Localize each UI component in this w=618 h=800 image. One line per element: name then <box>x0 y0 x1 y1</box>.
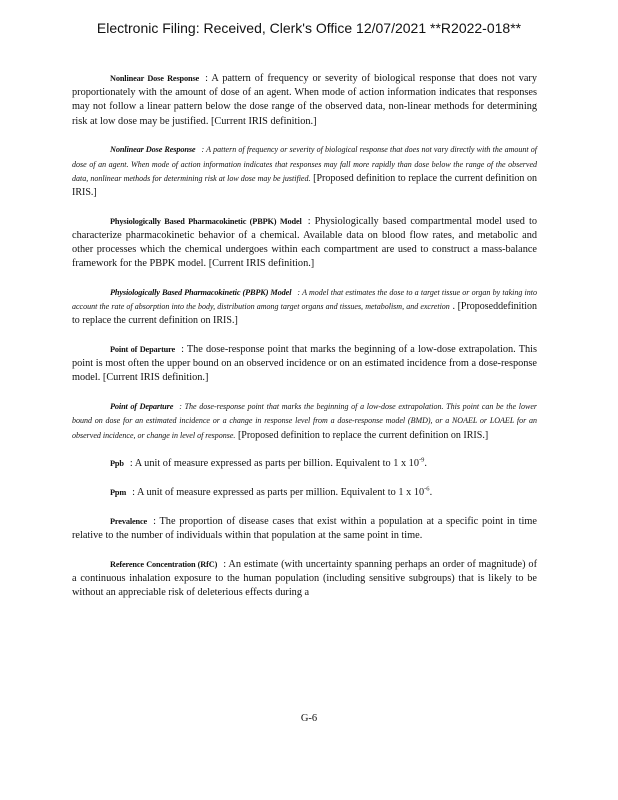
glossary-definition: : Physiologically based compartmental model used to characterize pharmacokinetic behavior of a chemical. Available data on blood flow rates, and metabolic and other processes which the chemical undergoes within each compartment are used to construct a mass-balance framework for the PBPK model. [Current IRIS definition.] <box>72 215 537 270</box>
glossary-term: Reference Concentration (RfC) <box>110 559 218 569</box>
glossary-definition: : An estimate (with uncertainty spanning perhaps an order of magnitude) of a continuous inhalation exposure to the human population (including sensitive subgroups) that is likely to be without an appreciable risk of deleterious effects during a <box>72 558 538 598</box>
glossary-term: Physiologically Based Pharmacokinetic (PBPK) Model <box>110 216 302 226</box>
page-number: G-6 <box>300 713 318 724</box>
glossary-definition-proposed: : A model that estimates the dose to a target tissue or organ by taking into account the rate of absorption into the body, distribution among target organs and tissues, metabolism, and excretion <box>72 287 538 312</box>
proposal-note: . [Proposeddefinition to replace the current definition on IRIS.] <box>72 301 537 327</box>
glossary-content <box>72 72 537 615</box>
glossary-term: Ppb <box>110 459 124 469</box>
glossary-term: Prevalence <box>110 516 148 526</box>
glossary-definition: : The proportion of disease cases that exist within a population at a specific point in time relative to the number of individuals within that population at the same point in time. <box>72 515 537 541</box>
filing-header: Electronic Filing: Received, Clerk's Office 12/07/2021 **R2022-018** <box>96 20 522 36</box>
glossary-term: Nonlinear Dose Response <box>110 74 200 83</box>
glossary-definition: : A pattern of frequency or severity of biological response that does not vary proportionately with the amount of dose of an agent. When mode of action information indicates that responses may not follow a linear pattern below the dose range of the observed data, non-linear methods for determining risk at low dose may be justified. [Current IRIS definition.] <box>72 73 537 127</box>
glossary-term: Point of Departure <box>110 345 176 355</box>
glossary-entry-pod-current <box>72 343 537 386</box>
glossary-term: Point of Departure <box>110 402 174 412</box>
glossary-entry-nonlinear-proposed <box>72 143 537 200</box>
glossary-definition-proposed: : The dose-response point that marks the beginning of a low-dose extrapolation. This point can be the lower bound on dose for an estimated incidence or a change in response level from a dose-response model (BMD), or a NOAEL or LOAEL for an observed incidence, or change in level of response. <box>72 402 537 440</box>
proposal-note: [Proposed definition to replace the current definition on IRIS.] <box>237 429 489 441</box>
glossary-term: Ppm <box>110 487 127 497</box>
glossary-entry-rfc <box>72 558 537 601</box>
glossary-entry-nonlinear-current <box>72 72 537 129</box>
glossary-entry-pbpk-current <box>72 215 537 272</box>
proposal-note: [Proposed definition to replace the current definition on IRIS.] <box>72 172 538 198</box>
definition-tail: . <box>429 486 433 498</box>
glossary-definition: : A unit of measure expressed as parts per million. Equivalent to 1 x 10 <box>132 486 425 498</box>
glossary-term: Physiologically Based Pharmacokinetic (PBPK) Model <box>110 287 292 297</box>
glossary-entry-pbpk-proposed <box>72 286 537 329</box>
glossary-entry-prevalence <box>72 515 537 543</box>
glossary-entry-ppb <box>72 457 537 471</box>
glossary-term: Nonlinear Dose Response <box>110 145 196 155</box>
glossary-definition-proposed: : A pattern of frequency or severity of biological response that does not vary directly with the amount of dose of an agent. When mode of action information indicates that responses may fall more rapidly than dose below the range of the observed data, nonlinear methods for determining risk at low dose may be justified. <box>72 145 538 183</box>
glossary-entry-pod-proposed <box>72 400 537 443</box>
exponent: -6 <box>424 485 430 493</box>
glossary-definition: : A unit of measure expressed as parts per billion. Equivalent to 1 x 10 <box>129 458 419 470</box>
glossary-definition: : The dose-response point that marks the beginning of a low-dose extrapolation. This point is most often the upper bound on an observed incidence or on an estimated incidence from a dose-response model. [Current IRIS definition.] <box>72 344 537 384</box>
exponent: -9 <box>418 456 425 464</box>
definition-tail: . <box>424 458 427 470</box>
glossary-entry-ppm <box>72 486 537 500</box>
